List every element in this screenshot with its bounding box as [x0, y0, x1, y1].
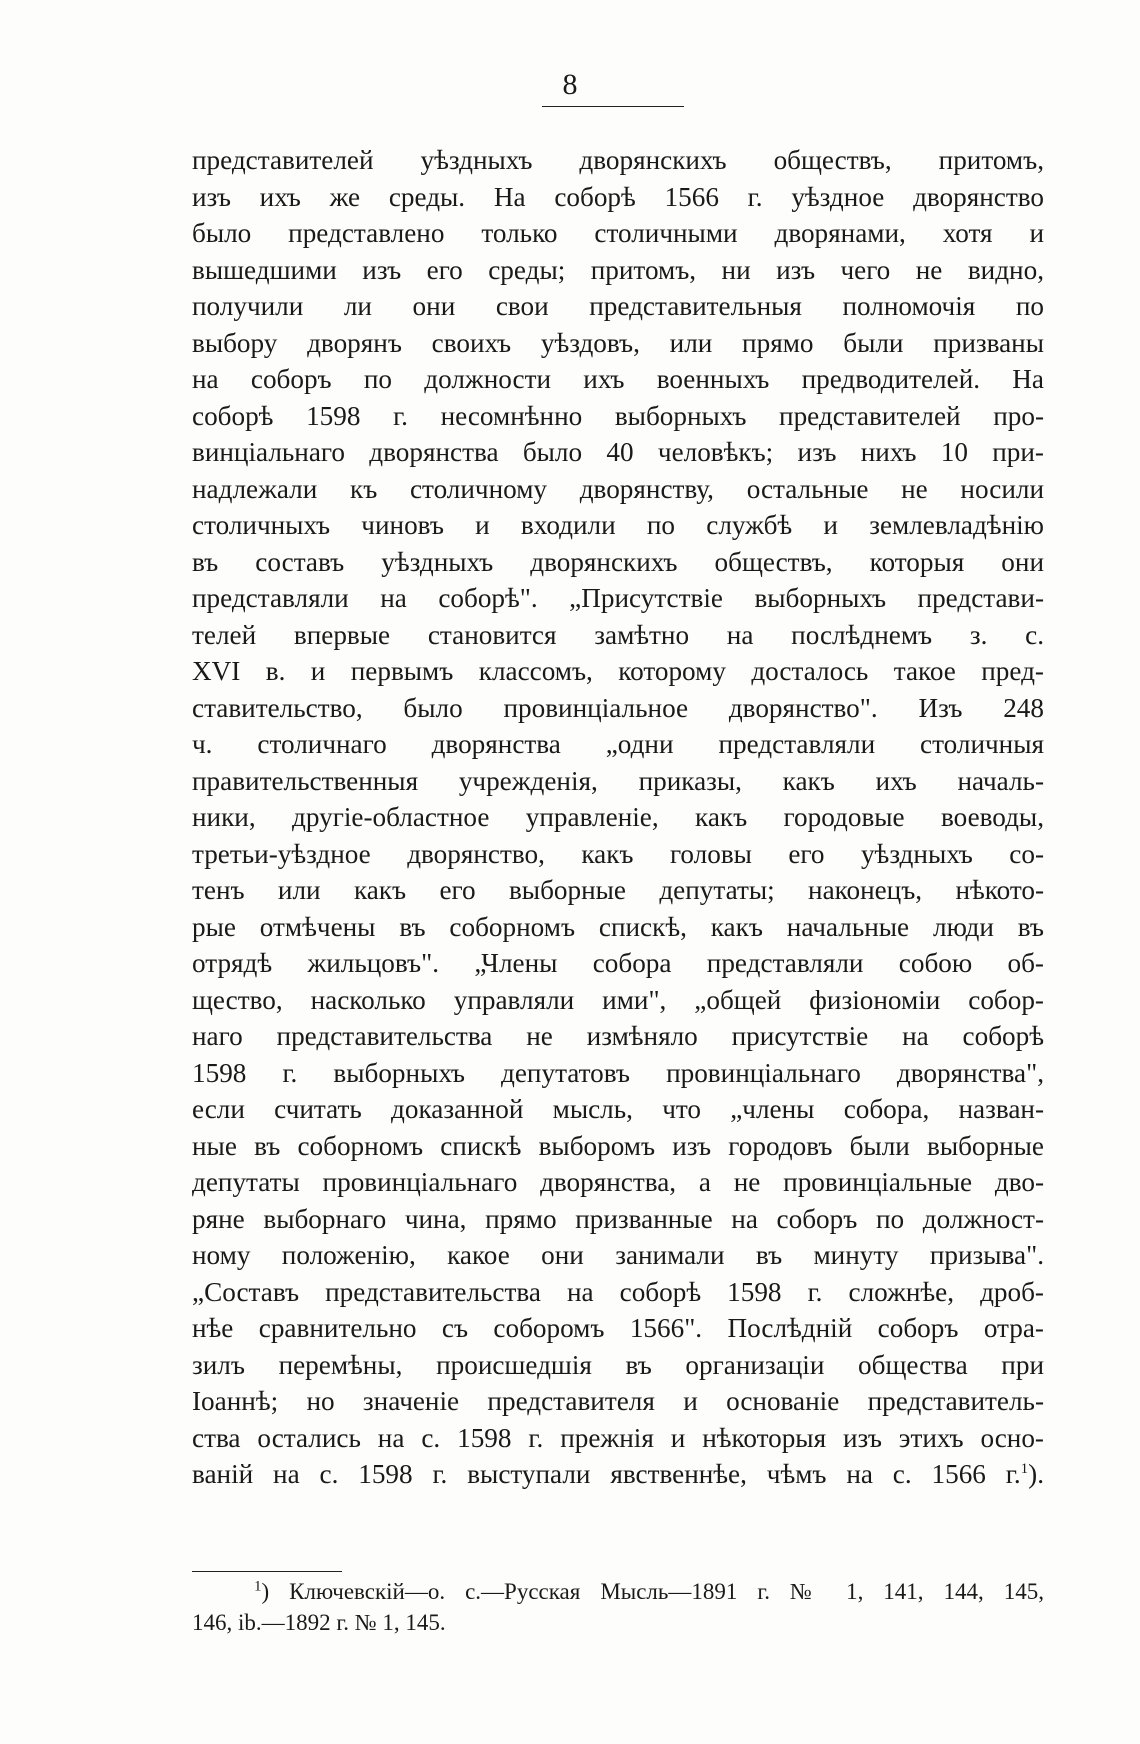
page-number: 8	[562, 68, 578, 101]
text-line: депутаты провинціальнаго дворянства, а не провинціальные дво-	[192, 1167, 1044, 1197]
text-line: ряне выборнаго чина, прямо призванные на соборъ по должност-	[192, 1203, 1044, 1234]
footnote-line	[192, 1576, 1044, 1607]
text-line-content: ваній на с. 1598 г. выступали явственнѣе, чѣмъ на с. 1566 г.	[192, 1459, 1021, 1489]
text-line: тенъ или какъ его выборные депутаты; наконецъ, нѣкото-	[192, 875, 1044, 905]
text-line: XVI в. и первымъ классомъ, которому досталось такое пред-	[192, 656, 1044, 686]
footnote	[192, 1576, 1044, 1638]
text-line: ч. столичнаго дворянства „одни представляли столичныя	[192, 729, 1044, 759]
footnote-reference: 1	[1020, 1460, 1029, 1477]
text-line: телей впервые становится замѣтно на послѣднемъ з. с.	[192, 619, 1044, 650]
text-line: 1598 г. выборныхъ депутатовъ провинціальнаго дворянства",	[192, 1057, 1044, 1088]
text-line: „Составъ представительства на соборѣ 1598 г. сложнѣе, дроб-	[192, 1276, 1044, 1307]
text-line: изъ ихъ же среды. На соборѣ 1566 г. уѣздное дворянство	[192, 181, 1044, 212]
text-line: представителей уѣздныхъ дворянскихъ обществъ, притомъ,	[192, 145, 1044, 175]
text-line	[192, 1456, 1044, 1493]
footnote-marker: 1	[254, 1578, 262, 1595]
text-line: представляли на соборѣ". „Присутствіе выборныхъ представи-	[192, 583, 1044, 613]
text-line: зилъ перемѣны, происшедшія въ организаціи общества при	[192, 1349, 1044, 1380]
text-line: ные въ соборномъ спискѣ выборомъ изъ городовъ были выборные	[192, 1130, 1044, 1161]
text-line: на соборъ по должности ихъ военныхъ предводителей. На	[192, 364, 1044, 394]
text-line: выбору дворянъ своихъ уѣздовъ, или прямо были призваны	[192, 327, 1044, 358]
text-line: винціальнаго дворянства было 40 человѣкъ; изъ нихъ 10 при-	[192, 437, 1044, 467]
text-line: Іоаннѣ; но значеніе представителя и основаніе представитель-	[192, 1386, 1044, 1416]
text-line: ному положенію, какое они занимали въ минуту призыва".	[192, 1240, 1044, 1270]
text-line: третьи-уѣздное дворянство, какъ головы его уѣздныхъ со-	[192, 838, 1044, 869]
text-line: рые отмѣчены въ соборномъ спискѣ, какъ начальные люди въ	[192, 911, 1044, 942]
text-line: ники, другіе-областное управленіе, какъ городовые воеводы,	[192, 802, 1044, 832]
text-line: отрядѣ жильцовъ". „Члены собора представляли собою об-	[192, 948, 1044, 978]
page-number-underline	[542, 106, 684, 107]
text-line: щество, насколько управляли ими", „общей физіономіи собор-	[192, 984, 1044, 1015]
text-line: вышедшими изъ его среды; притомъ, ни изъ чего не видно,	[192, 254, 1044, 285]
text-line: получили ли они свои представительныя полномочія по	[192, 291, 1044, 321]
text-line: ставительство, было провинціальное дворянство". Изъ 248	[192, 692, 1044, 723]
text-line: въ составъ уѣздныхъ дворянскихъ обществъ, которыя они	[192, 546, 1044, 577]
body-text	[192, 142, 1044, 1493]
text-line-tail: ).	[1028, 1459, 1044, 1489]
footnote-line: 146, ib.—1892 г. № 1, 145.	[192, 1610, 446, 1635]
text-line: правительственныя учрежденія, приказы, какъ ихъ началь-	[192, 765, 1044, 796]
text-line: наго представительства не измѣняло присутствіе на соборѣ	[192, 1021, 1044, 1051]
text-line: нѣе сравнительно съ соборомъ 1566". Послѣдній соборъ отра-	[192, 1313, 1044, 1343]
text-line: было представлено только столичными дворянами, хотя и	[192, 218, 1044, 248]
text-line: если считать доказанной мысль, что „члены собора, назван-	[192, 1094, 1044, 1124]
text-line: ства остались на с. 1598 г. прежнія и нѣкоторыя изъ этихъ осно-	[192, 1422, 1044, 1453]
text-line: соборѣ 1598 г. несомнѣнно выборныхъ представителей про-	[192, 400, 1044, 431]
footnote-text: ) Ключевскій—о. с.—Русская Мысль—1891 г. № 1, 141, 144, 145,	[261, 1579, 1044, 1604]
text-line: надлежали къ столичному дворянству, остальные не носили	[192, 473, 1044, 504]
text-line: столичныхъ чиновъ и входили по службѣ и землевладѣнію	[192, 510, 1044, 540]
footnote-separator	[192, 1571, 342, 1572]
